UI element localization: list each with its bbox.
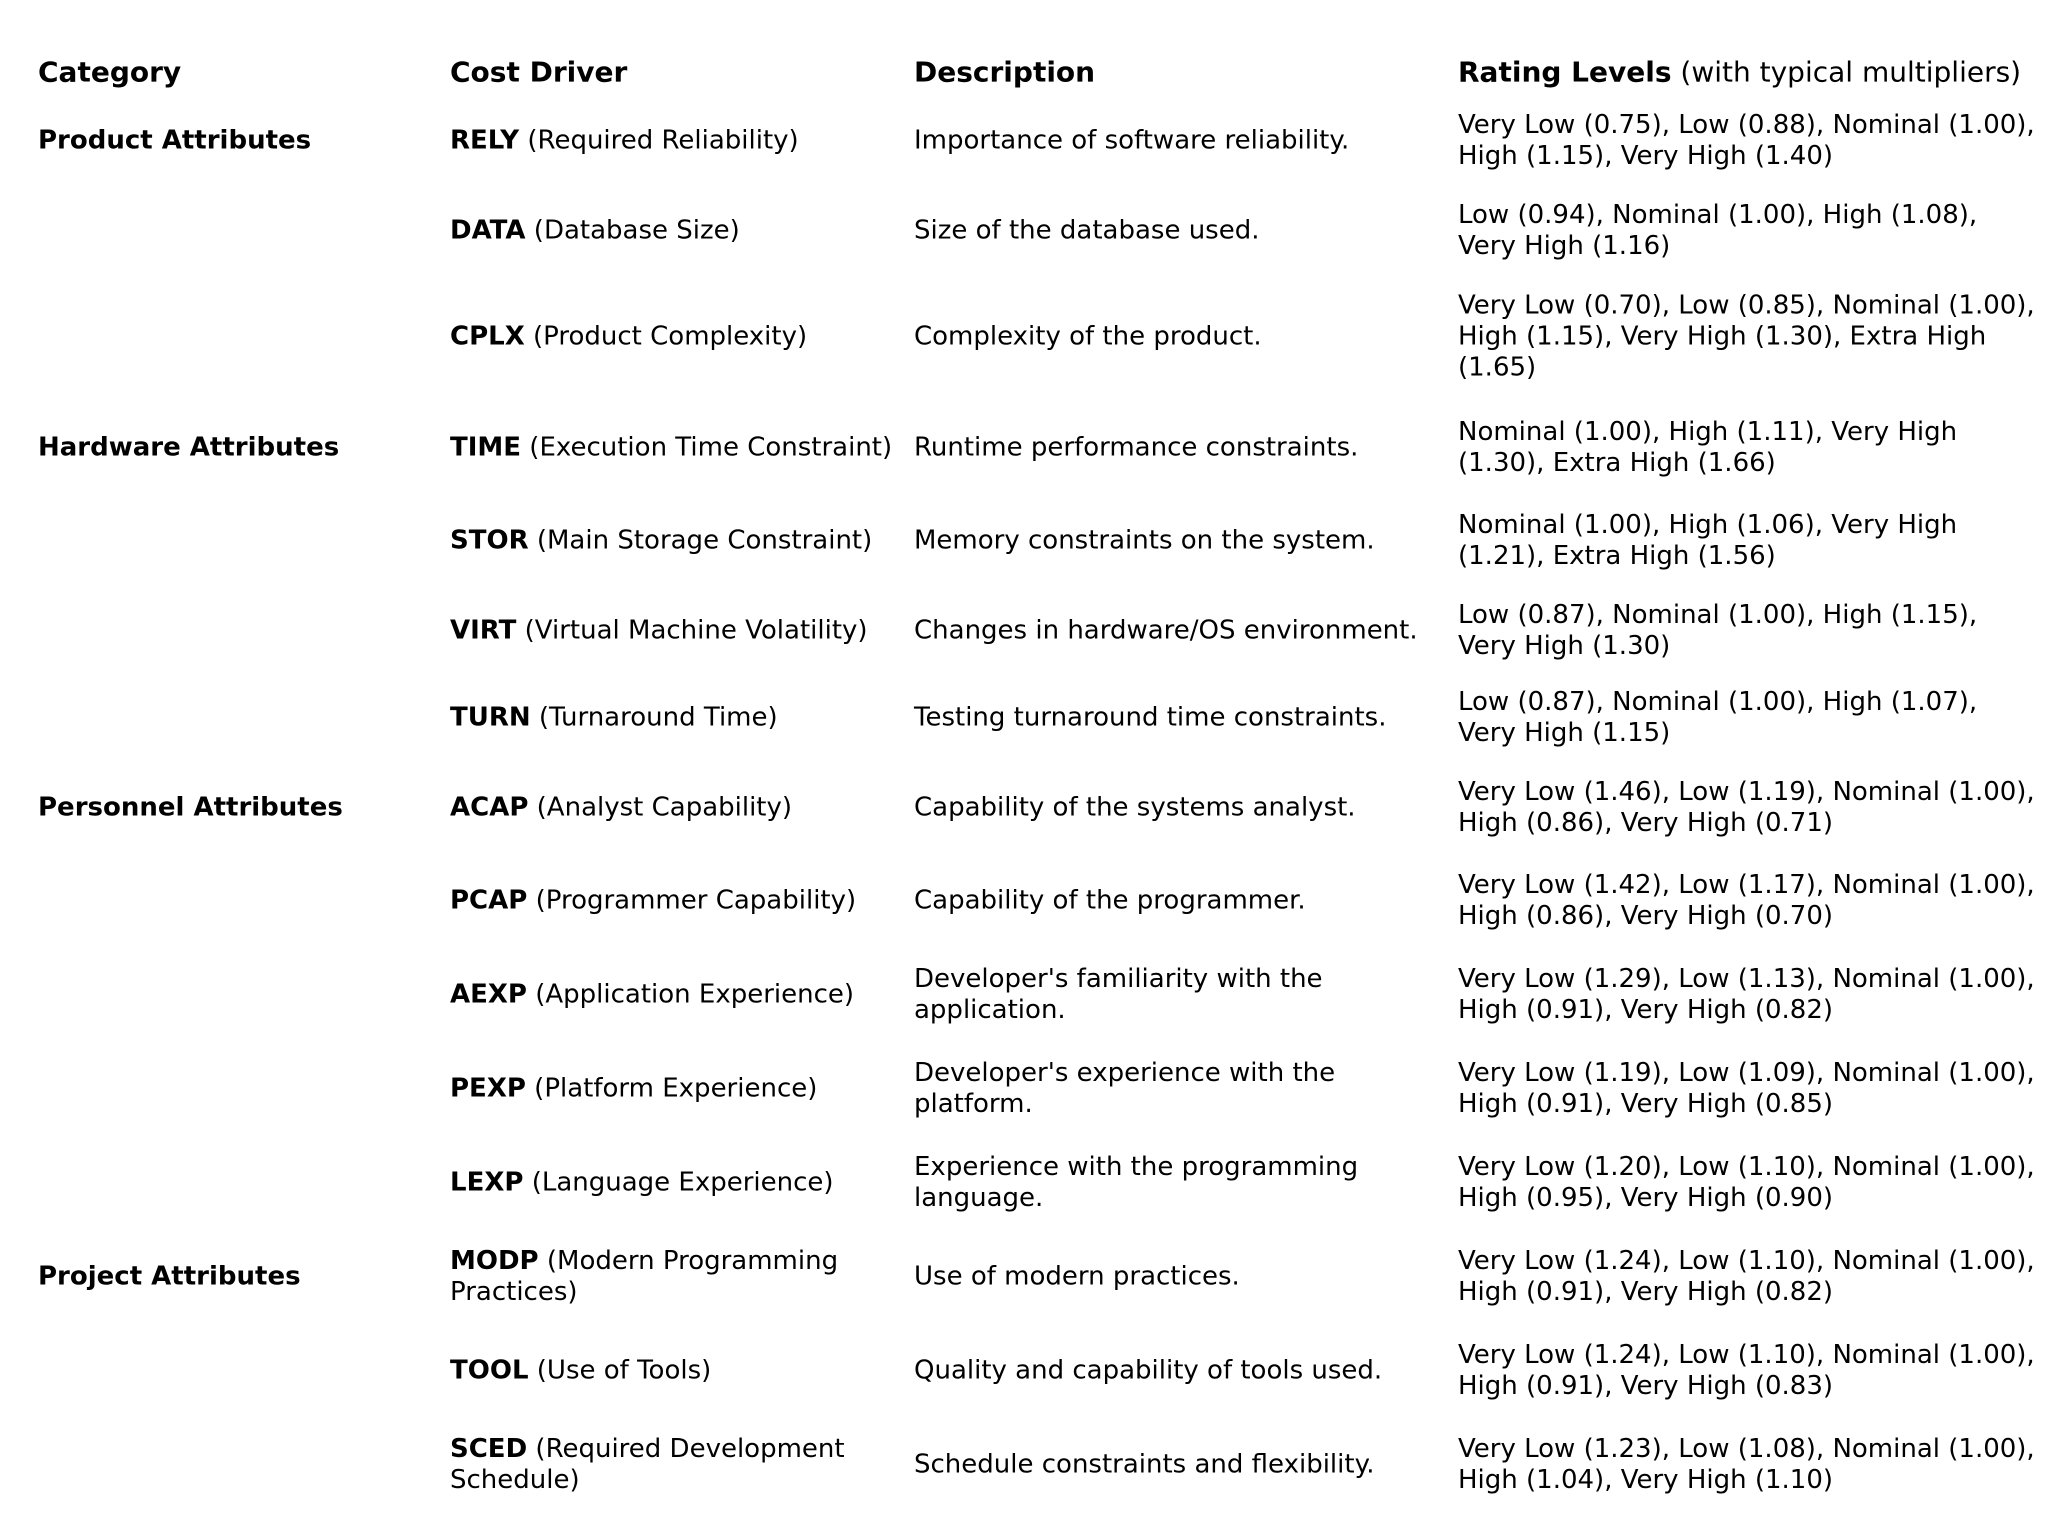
cost-driver-name: (Required Reliability) — [519, 125, 799, 156]
cost-driver-cell — [450, 793, 900, 824]
header-rating-levels-rest: (with typical multipliers) — [1671, 55, 2022, 89]
header-rating-levels-bold: Rating Levels — [1458, 55, 1672, 89]
cost-driver-cell — [450, 616, 900, 647]
description-cell: Memory constraints on the system. — [914, 525, 1375, 556]
table-row — [0, 501, 2048, 581]
rating-levels-cell: Very Low (1.24), Low (1.10), Nominal (1.00), High (0.91), Very High (0.82) — [1458, 1246, 2035, 1307]
table-row — [0, 1049, 2048, 1129]
description-cell: Schedule constraints and flexibility. — [914, 1449, 1375, 1480]
cost-driver-cell — [450, 1434, 900, 1496]
table-row — [0, 101, 2048, 181]
description-cell: Capability of the systems analyst. — [914, 792, 1356, 823]
description-cell: Runtime performance constraints. — [914, 432, 1359, 463]
description-cell: Capability of the programmer. — [914, 885, 1306, 916]
rating-levels-cell: Very Low (0.70), Low (0.85), Nominal (1.00), High (1.15), Very High (1.30), Extra High (1.65) — [1458, 290, 2035, 383]
cost-driver-name: (Language Experience) — [523, 1167, 834, 1198]
header-rating-levels — [1458, 57, 2038, 88]
table-row — [0, 1425, 2048, 1505]
cost-driver-cell — [450, 703, 900, 734]
cost-driver-name: (Main Storage Constraint) — [528, 525, 873, 556]
rating-levels-cell: Nominal (1.00), High (1.06), Very High (1.21), Extra High (1.56) — [1458, 510, 1958, 571]
cost-driver-name: (Virtual Machine Volatility) — [516, 615, 868, 646]
cost-driver-code: RELY — [450, 125, 520, 156]
table-header — [0, 50, 2048, 94]
table-row — [0, 591, 2048, 671]
cost-driver-cell — [450, 126, 900, 157]
description-cell: Developer's experience with the platform. — [914, 1058, 1336, 1119]
cost-driver-cell — [450, 886, 900, 917]
cost-driver-cell — [450, 322, 900, 353]
header-description: Description — [914, 55, 1096, 89]
table-row — [0, 678, 2048, 758]
table-row — [0, 290, 2048, 383]
cost-driver-cell — [450, 1074, 900, 1105]
cost-driver-name: (Product Complexity) — [524, 321, 808, 352]
cost-driver-name: (Programmer Capability) — [527, 885, 857, 916]
table-row — [0, 861, 2048, 941]
description-cell: Importance of software reliability. — [914, 125, 1350, 156]
category-cell: Project Attributes — [38, 1261, 301, 1292]
description-cell: Use of modern practices. — [914, 1261, 1240, 1292]
table-row — [0, 1237, 2048, 1317]
cost-driver-cell — [450, 1246, 900, 1308]
cost-driver-name: (Turnaround Time) — [530, 702, 778, 733]
description-cell: Size of the database used. — [914, 215, 1260, 246]
rating-levels-cell: Low (0.87), Nominal (1.00), High (1.15), Very High (1.30) — [1458, 600, 1978, 661]
table-row — [0, 768, 2048, 848]
cost-driver-cell — [450, 1168, 900, 1199]
rating-levels-cell: Low (0.94), Nominal (1.00), High (1.08), Very High (1.16) — [1458, 200, 1978, 261]
category-cell: Hardware Attributes — [38, 432, 340, 463]
cost-driver-name: (Database Size) — [525, 215, 740, 246]
cost-driver-code: CPLX — [450, 321, 525, 352]
cost-driver-cell — [450, 1356, 900, 1387]
cost-driver-name: (Platform Experience) — [525, 1073, 818, 1104]
table-row — [0, 955, 2048, 1035]
cost-driver-code: SCED — [450, 1434, 528, 1464]
cost-driver-code: LEXP — [450, 1167, 524, 1198]
cost-driver-cell — [450, 433, 900, 464]
cost-driver-code: PCAP — [450, 885, 528, 916]
description-cell: Quality and capability of tools used. — [914, 1355, 1383, 1386]
description-cell: Developer's familiarity with the application. — [914, 964, 1323, 1025]
cost-driver-code: ACAP — [450, 792, 529, 823]
cost-driver-cell — [450, 980, 900, 1011]
cost-driver-code: MODP — [450, 1246, 539, 1276]
category-cell: Product Attributes — [38, 125, 312, 156]
cost-driver-name: (Modern Programming Practices) — [450, 1246, 839, 1307]
category-cell: Personnel Attributes — [38, 792, 343, 823]
description-cell: Changes in hardware/OS environment. — [914, 615, 1418, 646]
rating-levels-cell: Low (0.87), Nominal (1.00), High (1.07), Very High (1.15) — [1458, 687, 1978, 748]
cost-driver-name: (Use of Tools) — [528, 1355, 712, 1386]
cost-driver-cell — [450, 216, 900, 247]
cost-driver-name: (Execution Time Constraint) — [521, 432, 893, 463]
table-row — [0, 408, 2048, 488]
description-cell: Complexity of the product. — [914, 321, 1262, 352]
cost-driver-code: DATA — [450, 215, 526, 246]
description-cell: Testing turnaround time constraints. — [914, 702, 1387, 733]
rating-levels-cell: Very Low (1.29), Low (1.13), Nominal (1.00), High (0.91), Very High (0.82) — [1458, 964, 2035, 1025]
rating-levels-cell: Very Low (1.20), Low (1.10), Nominal (1.00), High (0.95), Very High (0.90) — [1458, 1152, 2035, 1213]
cost-driver-code: VIRT — [450, 615, 517, 646]
rating-levels-cell: Very Low (1.24), Low (1.10), Nominal (1.00), High (0.91), Very High (0.83) — [1458, 1340, 2035, 1401]
rating-levels-cell: Very Low (1.46), Low (1.19), Nominal (1.00), High (0.86), Very High (0.71) — [1458, 777, 2035, 838]
cost-driver-code: TIME — [450, 432, 522, 463]
rating-levels-cell: Very Low (0.75), Low (0.88), Nominal (1.00), High (1.15), Very High (1.40) — [1458, 110, 2035, 171]
cost-driver-code: PEXP — [450, 1073, 526, 1104]
header-category: Category — [38, 55, 182, 89]
cost-driver-name: (Analyst Capability) — [528, 792, 793, 823]
cost-driver-name: (Required Development Schedule) — [450, 1434, 845, 1495]
header-cost-driver: Cost Driver — [450, 55, 628, 89]
cost-driver-name: (Application Experience) — [526, 979, 855, 1010]
description-cell: Experience with the programming language. — [914, 1152, 1359, 1213]
table-row — [0, 191, 2048, 271]
cost-driver-code: STOR — [450, 525, 529, 556]
cost-driver-code: TURN — [450, 702, 531, 733]
rating-levels-cell: Very Low (1.23), Low (1.08), Nominal (1.00), High (1.04), Very High (1.10) — [1458, 1434, 2035, 1495]
cost-driver-cell — [450, 526, 900, 557]
rating-levels-cell: Very Low (1.42), Low (1.17), Nominal (1.00), High (0.86), Very High (0.70) — [1458, 870, 2035, 931]
rating-levels-cell: Very Low (1.19), Low (1.09), Nominal (1.00), High (0.91), Very High (0.85) — [1458, 1058, 2035, 1119]
cost-driver-code: AEXP — [450, 979, 527, 1010]
table-row — [0, 1143, 2048, 1223]
rating-levels-cell: Nominal (1.00), High (1.11), Very High (1.30), Extra High (1.66) — [1458, 417, 1958, 478]
cost-driver-code: TOOL — [450, 1355, 529, 1386]
table-row — [0, 1331, 2048, 1411]
